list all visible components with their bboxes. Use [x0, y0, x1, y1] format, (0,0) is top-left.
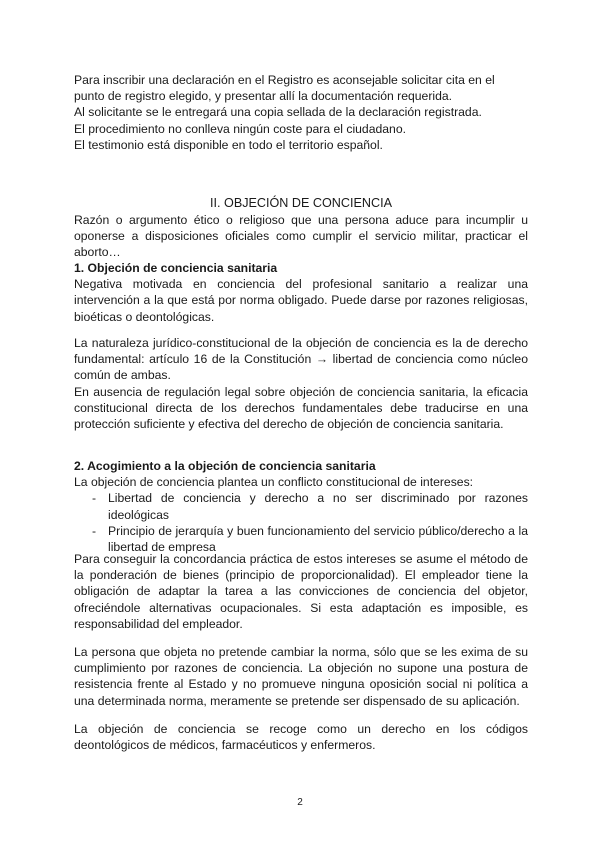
- subsection-2-heading: 2. Acogimiento a la objeción de conciencia sanitaria: [74, 459, 376, 473]
- intro-line: El testimonio está disponible en todo el territorio español.: [74, 137, 383, 152]
- section-title: II. OBJECIÓN DE CONCIENCIA: [210, 196, 392, 210]
- paragraph-block: [74, 551, 528, 632]
- paragraph-block: [74, 721, 528, 753]
- section-intro: Razón o argumento ético o religioso que una persona aduce para incumplir u oponerse a disposiciones oficiales como cumplir el servicio militar, practicar el aborto…: [74, 213, 528, 260]
- subsection-1-body: [74, 335, 528, 432]
- paragraph: La naturaleza jurídico-constitucional de la objeción de conciencia es la de derecho fundamental: artículo 16 de la Constitución → libertad de conciencia como núcleo común de ambas.: [74, 336, 528, 383]
- intro-line: El procedimiento no conlleva ningún coste para el ciudadano.: [74, 121, 406, 136]
- dash-bullet: -: [92, 523, 97, 538]
- paragraph: La persona que objeta no pretende cambiar la norma, sólo que se les exima de su cumplimiento por razones de conciencia. La objeción no supone una postura de resistencia frente al Estado y no promueve ninguna oposición social ni política a una determinada norma, meramente se pretende ser dispensado de su aplicación.: [74, 645, 528, 708]
- subsection-1-heading: 1. Objeción de conciencia sanitaria: [74, 261, 278, 275]
- list-item-text: Principio de jerarquía y buen funcionamiento del servicio público/derecho a la libertad de empresa: [108, 523, 528, 555]
- paragraph-block: [74, 644, 528, 709]
- intro-line: Al solicitante se le entregará una copia sellada de la declaración registrada.: [74, 105, 482, 120]
- list-item-text: Libertad de conciencia y derecho a no ser discriminado por razones ideológicas: [108, 491, 528, 522]
- paragraph: La objeción de conciencia plantea un conflicto constitucional de intereses:: [74, 475, 474, 490]
- bullet-list: [74, 490, 528, 555]
- paragraph: Negativa motivada en conciencia del profesional sanitario a realizar una intervención a la que está por norma obligado. Puede darse por razones religiosas, bioéticas o deontológicas.: [74, 277, 528, 324]
- page-number: 2: [297, 797, 303, 808]
- dash-bullet: -: [92, 491, 97, 506]
- paragraph: La objeción de conciencia se recoge como un derecho en los códigos deontológicos de médicos, farmacéuticos y enfermeros.: [74, 722, 528, 753]
- subsection-1: [74, 260, 528, 325]
- intro-line: Para inscribir una declaración en el Registro es aconsejable solicitar cita en el punto de registro elegido, y presentar allí la documentación requerida.: [74, 73, 495, 104]
- list-item: [74, 490, 528, 522]
- paragraph: Para conseguir la concordancia práctica de estos intereses se asume el método de la ponderación de bienes (principio de proporcionalidad). El empleador tiene la obligación de adaptar la tarea a las convicciones de conciencia del objetor, ofreciéndole alternativas ocupacionales. Si esta adaptación es imposible, es responsabilidad del empleador.: [74, 552, 528, 631]
- paragraph: En ausencia de regulación legal sobre objeción de conciencia sanitaria, la eficacia constitucional directa de los derechos fundamentales debe traducirse en una protección suficiente y efectiva del derecho de objeción de conciencia sanitaria.: [74, 384, 528, 432]
- subsection-2: [74, 458, 528, 555]
- intro-block: [74, 72, 528, 153]
